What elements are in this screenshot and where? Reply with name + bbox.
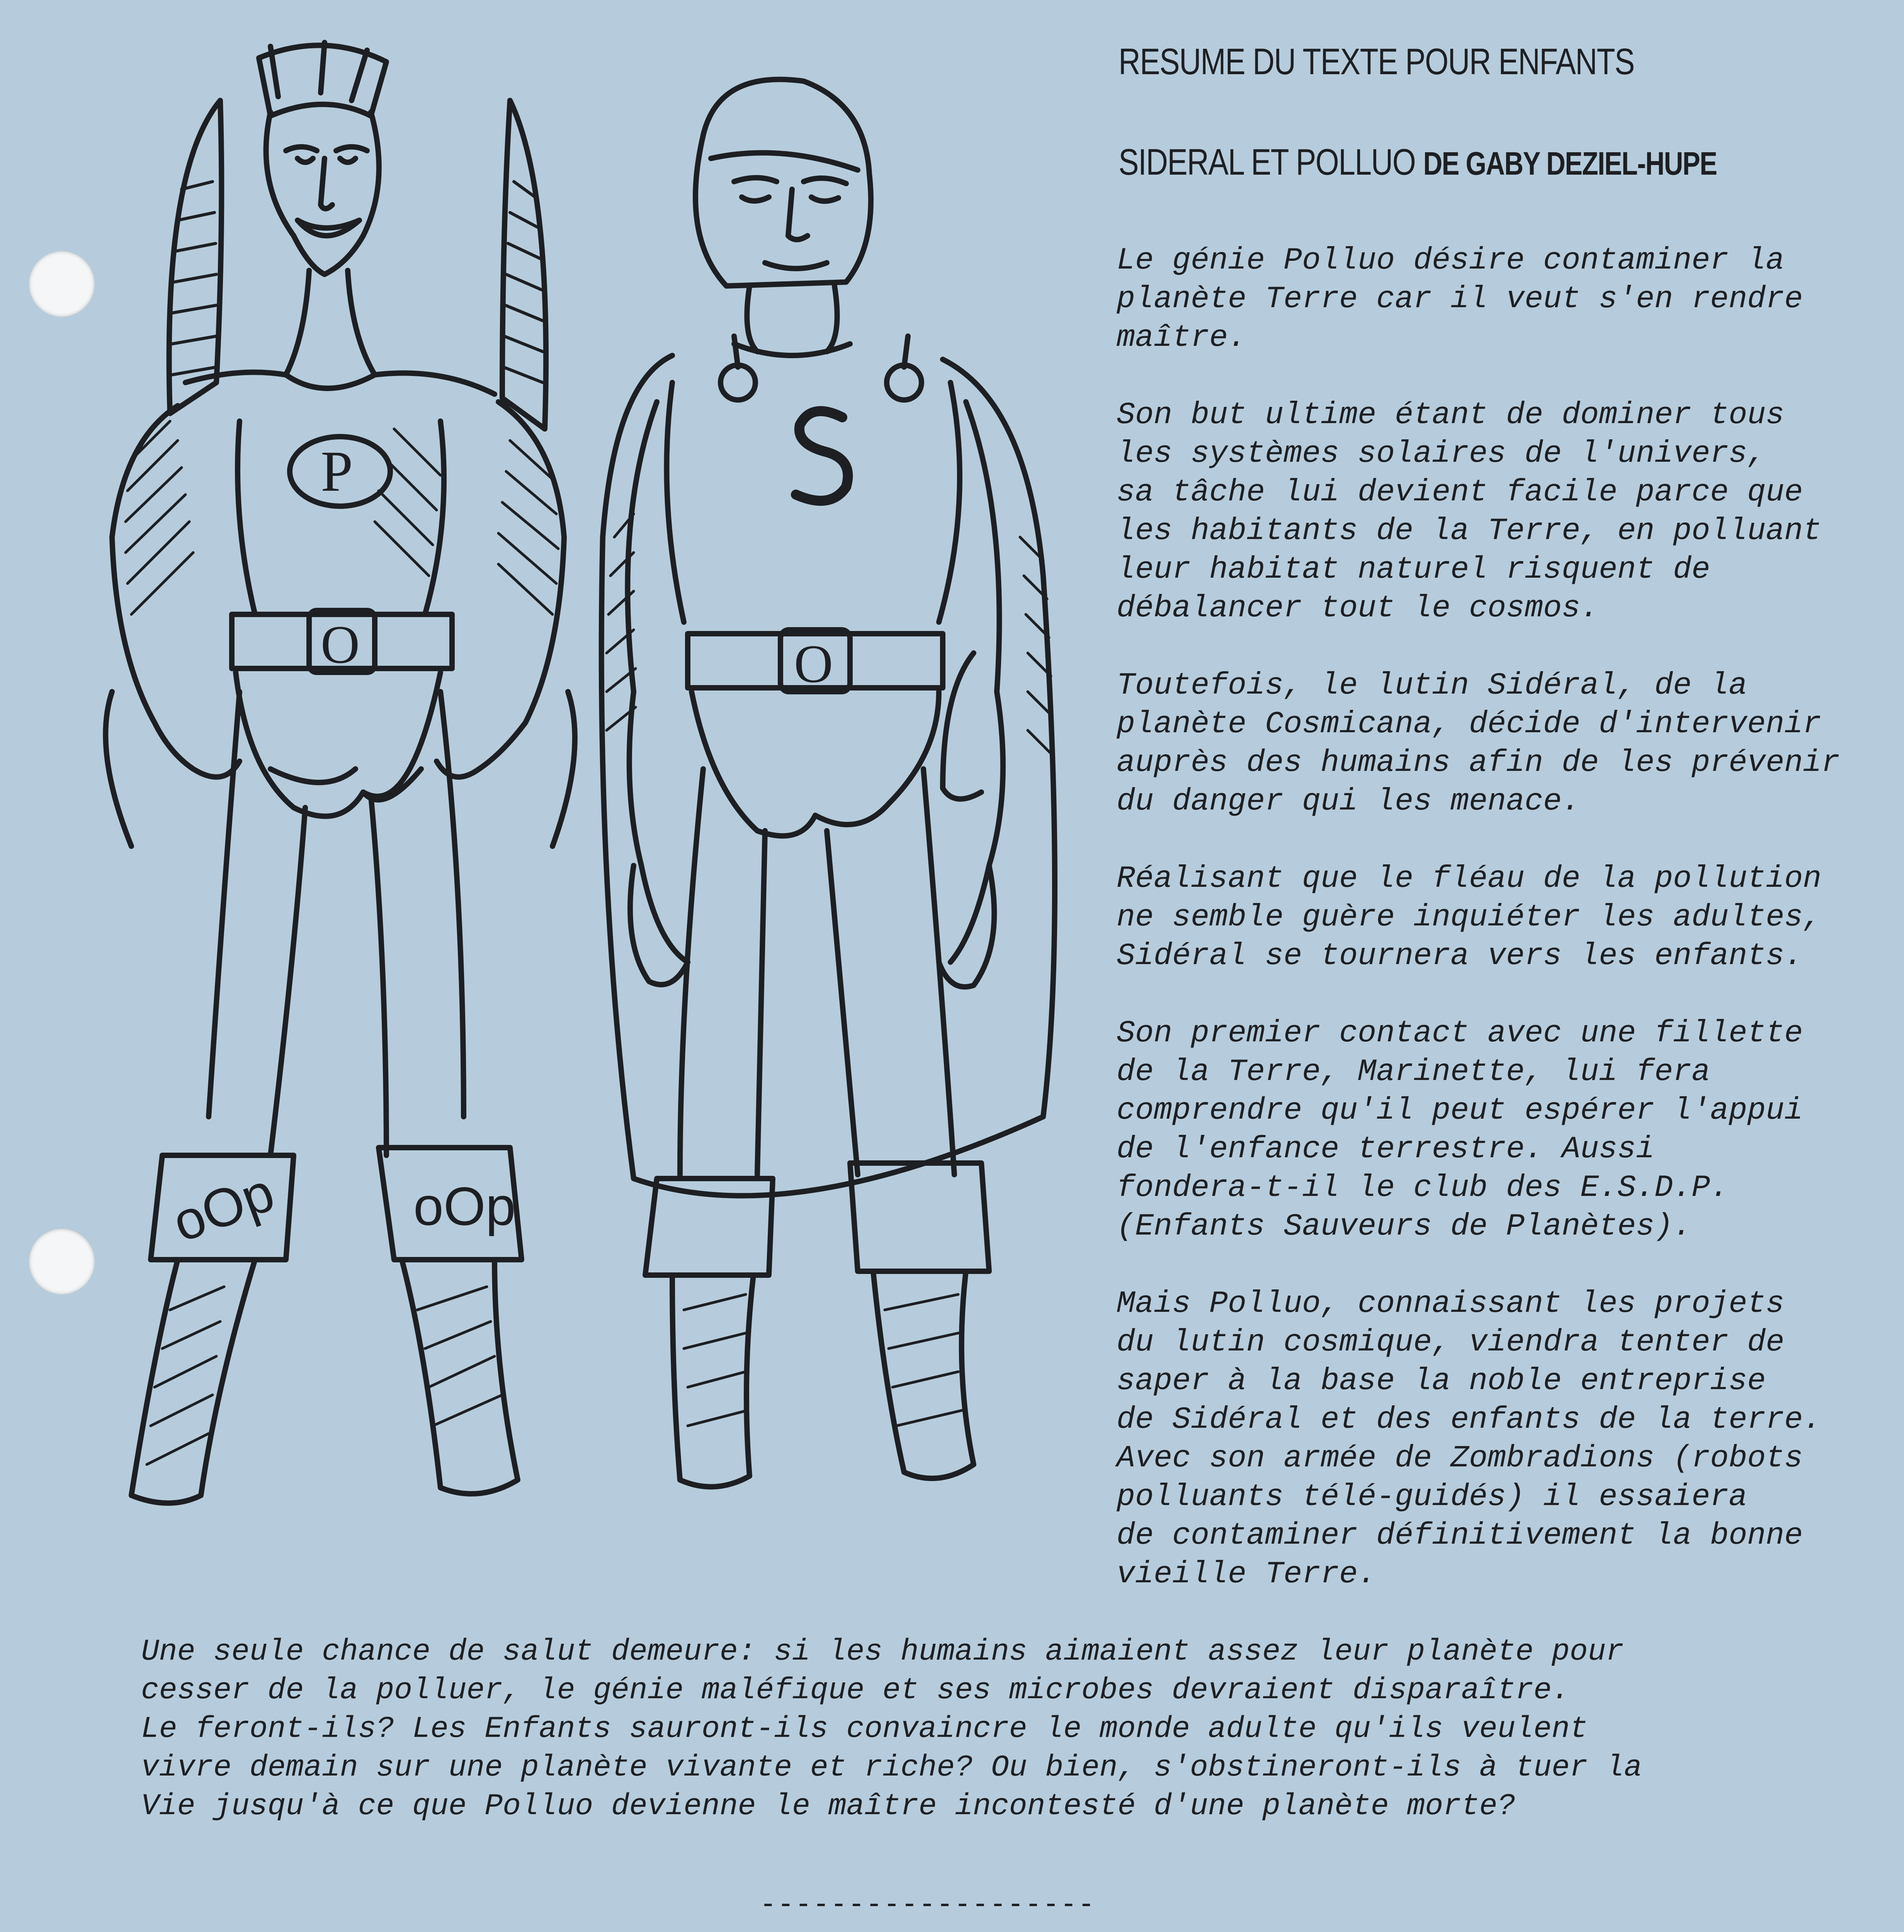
summary-paragraph-2: Son but ultime étant de dominer tous les systèmes solaires de l'univers, sa tâche lui devient facile parce que les habitants de la Terre, en polluant leur habitat naturel risquent de débalancer tout le cosmos. <box>1117 398 1822 626</box>
polluo-belt-emblem: O <box>321 615 360 675</box>
summary-paragraph-1: Le génie Polluo désire contaminer la planète Terre car il veut s'en rendre maître. <box>1117 243 1803 355</box>
summary-paragraph-3: Toutefois, le lutin Sidéral, de la planète Cosmicana, décide d'intervenir auprès des humains afin de les prévenir du danger qui les menace. <box>1117 668 1840 819</box>
sideral-figure <box>602 80 1055 1487</box>
heading-resume: RESUME DU TEXTE POUR ENFANTS <box>1119 41 1634 82</box>
summary-paragraph-6: Mais Polluo, connaissant les projets du lutin cosmique, viendra tenter de saper à la base la noble entreprise de Sidéral et des enfants de la terre. Avec son armée de Zombradions (robots polluants télé-guidés) il essaiera de contaminer définitivement la bonne vieille Terre. <box>1117 1286 1822 1592</box>
polluo-figure <box>105 43 575 1503</box>
separator-line: ------------------- <box>759 1886 1095 1920</box>
play-author: DE GABY DEZIEL-HUPE <box>1423 145 1717 182</box>
summary-paragraph-5: Son premier contact avec une fillette de la Terre, Marinette, lui fera comprendre qu'il peut espérer l'appui de l'enfance terrestre. Aussi fondera-t-il le club des E.S.D.P. (Enfants Sauveurs de Planètes). <box>1117 1016 1803 1244</box>
polluo-chest-emblem: P <box>321 439 353 503</box>
character-illustration <box>54 35 1082 1542</box>
sideral-belt-emblem: O <box>794 634 833 694</box>
play-title: SIDERAL ET POLLUO <box>1119 141 1416 183</box>
polluo-left-boot-emblem: oOp <box>165 1161 282 1253</box>
heading-title <box>1119 141 1717 184</box>
summary-paragraph-4: Réalisant que le fléau de la pollution ne semble guère inquiéter les adultes, Sidéral se tournera vers les enfants. <box>1117 861 1822 974</box>
polluo-right-boot-emblem: oOp <box>413 1176 516 1236</box>
summary-paragraph-7: Une seule chance de salut demeure: si les humains aimaient assez leur planète pour cesser de la polluer, le génie maléfique et ses microbes devraient disparaître. Le feront-ils? Les Enfants sauront-ils convaincre le monde adulte qu'ils veulent vivre demain sur une planète vivante et riche? Ou bien, s'obstineront-ils à tuer la Vie jusqu'à ce que Polluo devienne le maître incontesté d'une planète morte? <box>141 1635 1642 1823</box>
